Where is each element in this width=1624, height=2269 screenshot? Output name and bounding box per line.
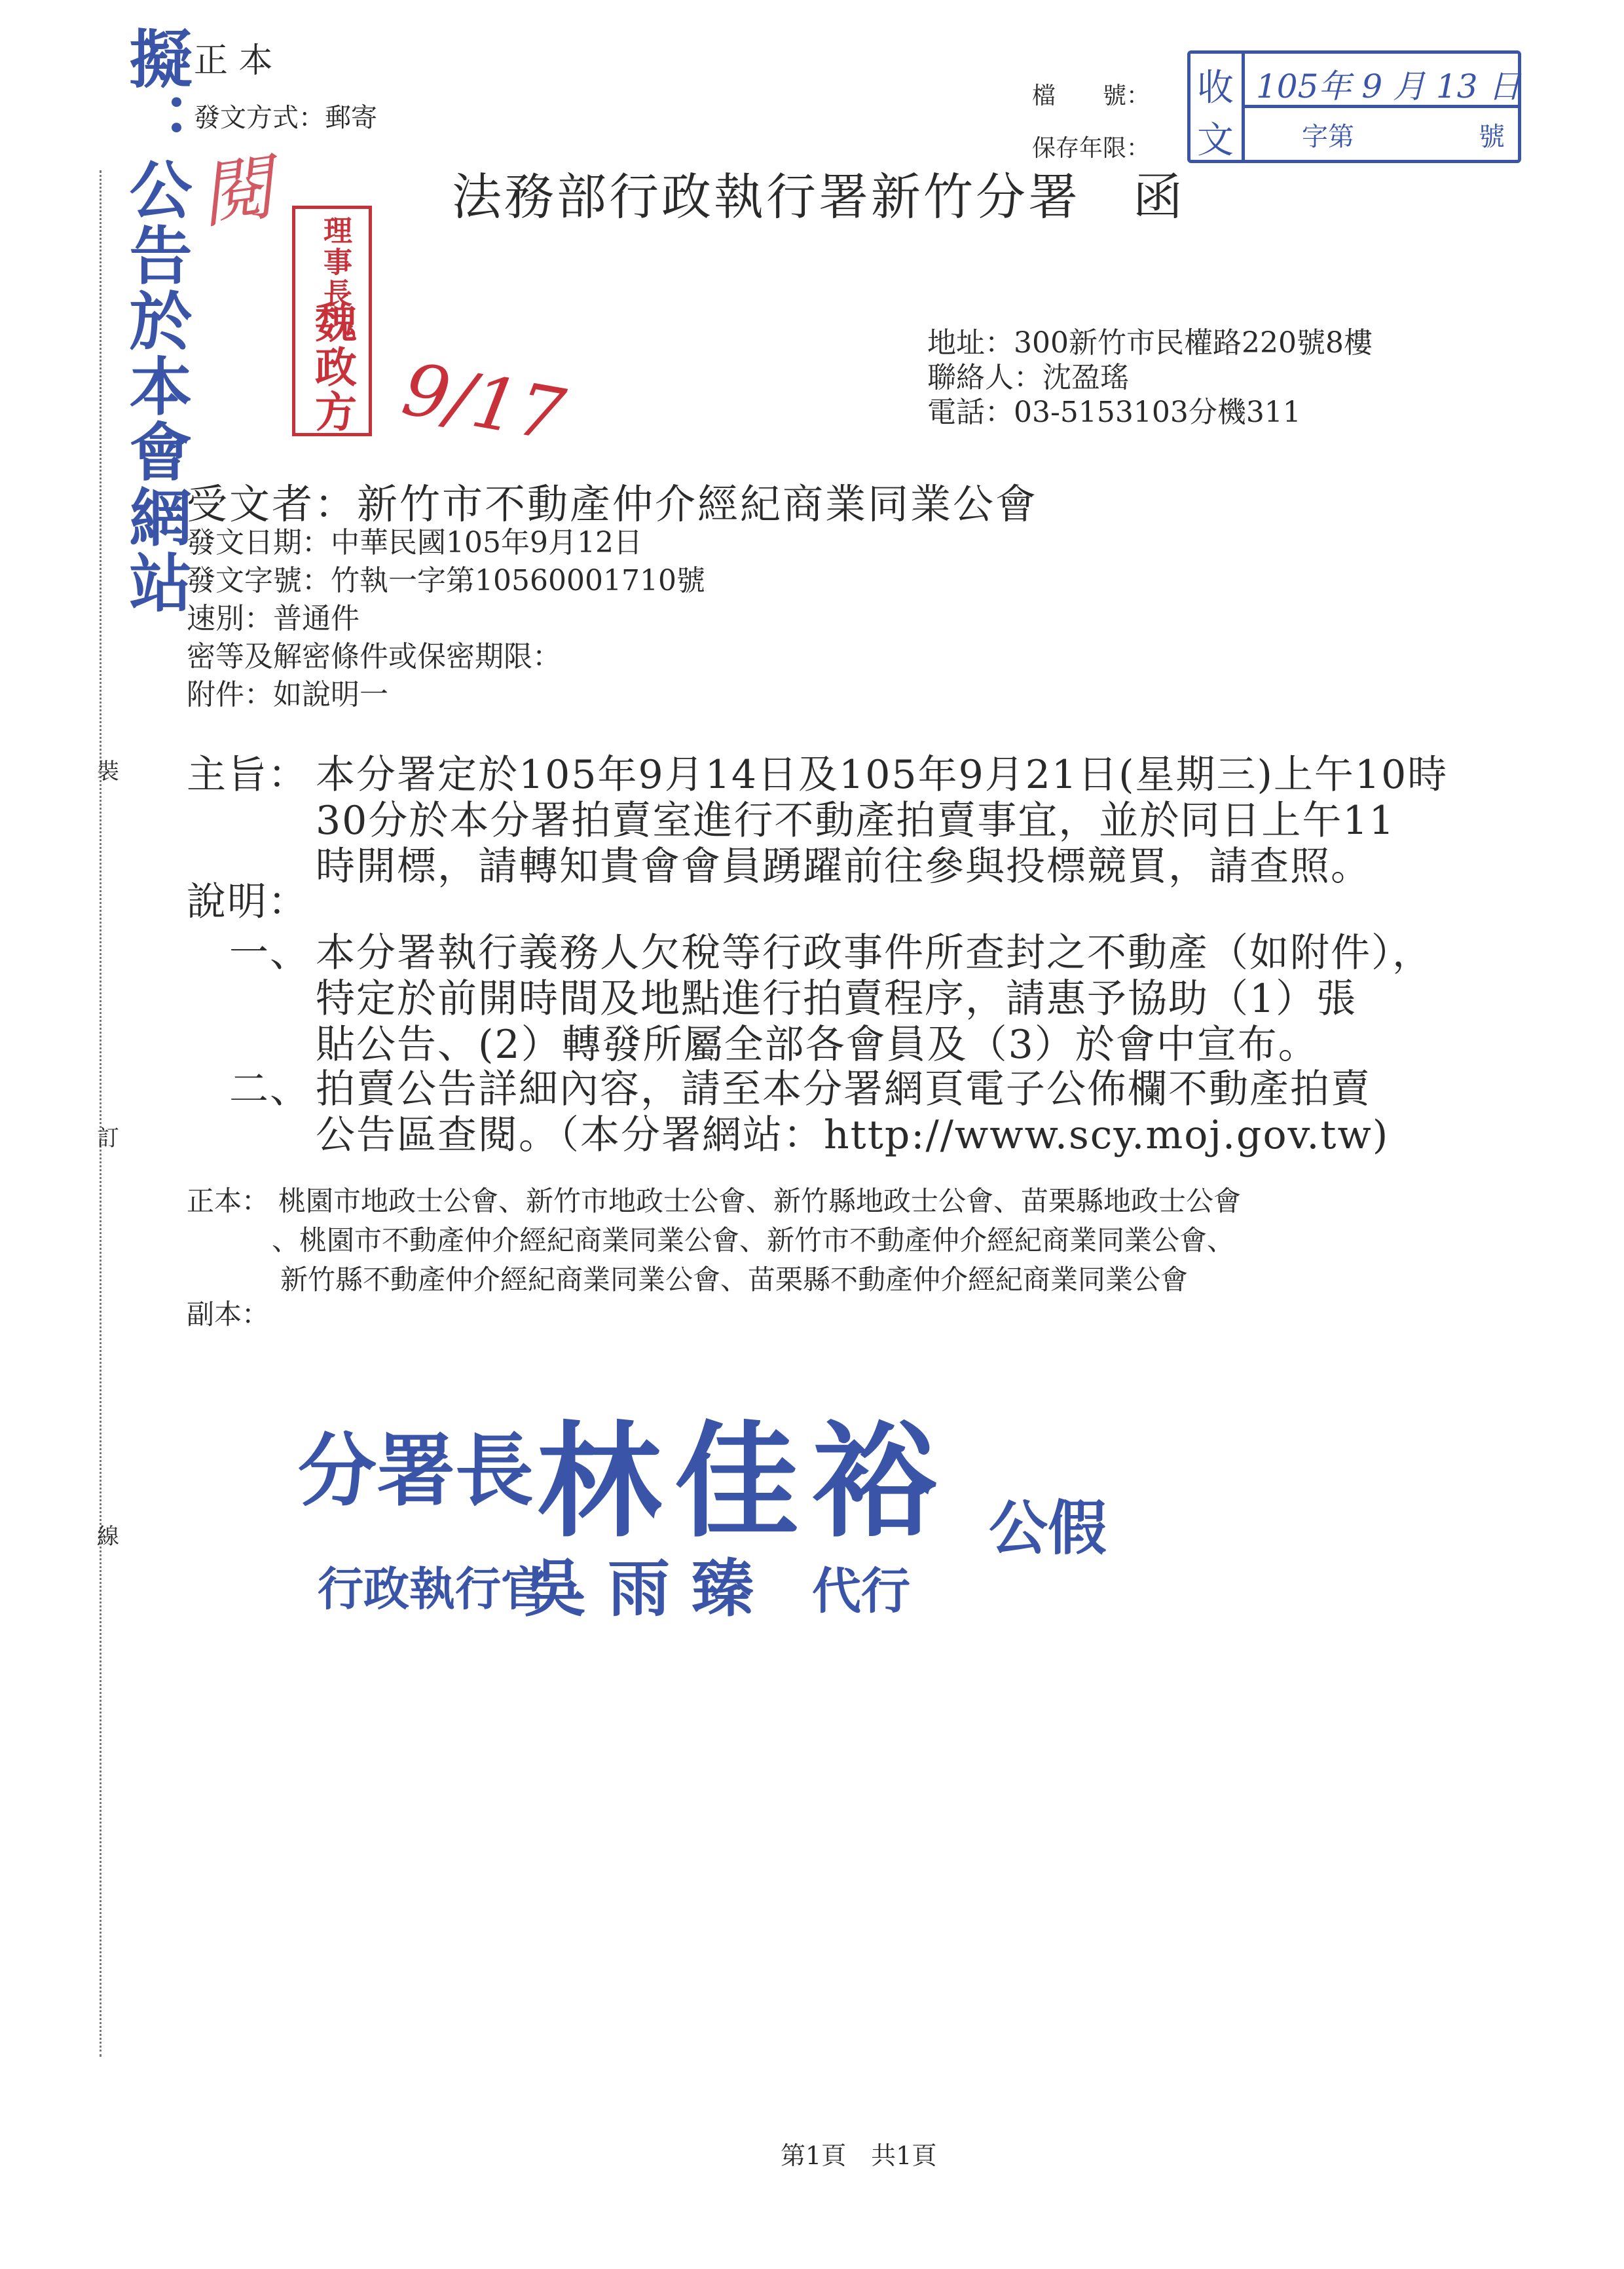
handwritten-date: 9/17 xyxy=(396,347,571,458)
distribution-line: 、桃園市不動產仲介經紀商業同業公會、新竹市不動產仲介經紀商業同業公會、 xyxy=(272,1224,1235,1256)
binding-mark-zhuang: 裝 xyxy=(97,759,119,785)
receipt-date: 105年 9 月 13 日 xyxy=(1256,67,1521,105)
distribution-line: 桃園市地政士公會、新竹市地政士公會、新竹縣地政士公會、苗栗縣地政士公會 xyxy=(278,1185,1242,1217)
explanation-line: 拍賣公告詳細內容，請至本分署網頁電子公佈欄不動產拍賣 xyxy=(316,1066,1371,1112)
subject-label: 主旨： xyxy=(187,752,308,798)
speed: 速別：普通件 xyxy=(187,602,360,635)
signature-title: 分署長 xyxy=(298,1425,534,1517)
signature-name: 林佳裕 xyxy=(537,1408,950,1554)
receipt-label-top: 收 xyxy=(1197,67,1234,109)
distribution-cc-label: 副本： xyxy=(187,1298,270,1330)
explanation-line: 公告區查閱。（本分署網站：http://www.scy.moj.gov.tw) xyxy=(316,1112,1390,1158)
page-footer: 第1頁 共1頁 xyxy=(781,2141,937,2170)
subject-line: 時開標，請轉知貴會會員踴躍前往參與投標競買，請查照。 xyxy=(316,844,1371,890)
explanation-line: 貼公告、(2）轉發所屬全部各會員及（3）於會中宣布。 xyxy=(316,1022,1319,1068)
explanation-line: 本分署執行義務人欠稅等行政事件所查封之不動產（如附件）， xyxy=(316,930,1433,976)
explanation-num: 二、 xyxy=(229,1066,310,1112)
file-number-label: 檔 號： xyxy=(1032,83,1151,109)
binding-mark-xian: 線 xyxy=(97,1524,119,1550)
deputy-name: 吳 雨 臻 xyxy=(524,1552,754,1625)
binding-mark-ding: 訂 xyxy=(97,1125,119,1152)
issue-date: 發文日期：中華民國105年9月12日 xyxy=(187,526,642,559)
recipient: 受文者：新竹市不動產仲介經紀商業同業公會 xyxy=(187,480,1039,528)
receipt-number-suffix: 號 xyxy=(1479,122,1505,152)
document-title: 法務部行政執行署新竹分署 函 xyxy=(452,168,1185,226)
receipt-number-row: 字第 xyxy=(1302,122,1354,152)
copy-type: 正 本 xyxy=(194,41,273,81)
secrecy: 密等及解密條件或保密期限： xyxy=(187,640,561,673)
subject-line: 本分署定於105年9月14日及105年9月21日(星期三)上午10時 xyxy=(316,752,1449,798)
delivery-method: 發文方式：郵寄 xyxy=(194,103,377,133)
attachment: 附件：如說明一 xyxy=(187,678,388,711)
handwritten-read-mark: 閱 xyxy=(194,145,278,238)
explanation-line: 特定於前開時間及地點進行拍賣程序，請惠予協助（1）張 xyxy=(316,976,1357,1022)
margin-note: 擬：公告於本會網站 xyxy=(119,26,193,616)
distribution-line: 新竹縣不動產仲介經紀商業同業公會、苗栗縣不動產仲介經紀商業同業公會 xyxy=(280,1264,1189,1296)
retention-label: 保存年限： xyxy=(1032,135,1151,162)
explanation-num: 一、 xyxy=(229,930,310,976)
chair-stamp-name: 魏政方 xyxy=(308,301,357,434)
contact-address: 地址：300新竹市民權路220號8樓 xyxy=(927,326,1373,360)
distribution-main-label: 正本： xyxy=(187,1185,270,1217)
deputy-title: 行政執行官 xyxy=(318,1562,547,1616)
chairman-stamp xyxy=(292,206,372,436)
contact-person: 聯絡人：沈盈瑤 xyxy=(927,361,1129,394)
contact-phone: 電話：03-5153103分機311 xyxy=(927,396,1301,429)
receipt-stamp xyxy=(1187,50,1521,163)
chair-stamp-title: 理事長 xyxy=(318,216,352,310)
subject-line: 30分於本分署拍賣室進行不動產拍賣事宜，並於同日上午11 xyxy=(316,798,1395,844)
deputy-note: 代行 xyxy=(812,1562,911,1620)
receipt-label-bottom: 文 xyxy=(1197,119,1234,162)
binding-line xyxy=(100,170,101,2057)
issue-number: 發文字號：竹執一字第10560001710號 xyxy=(187,564,705,597)
signature-note: 公假 xyxy=(989,1493,1107,1563)
explanation-label: 說明： xyxy=(187,879,308,925)
